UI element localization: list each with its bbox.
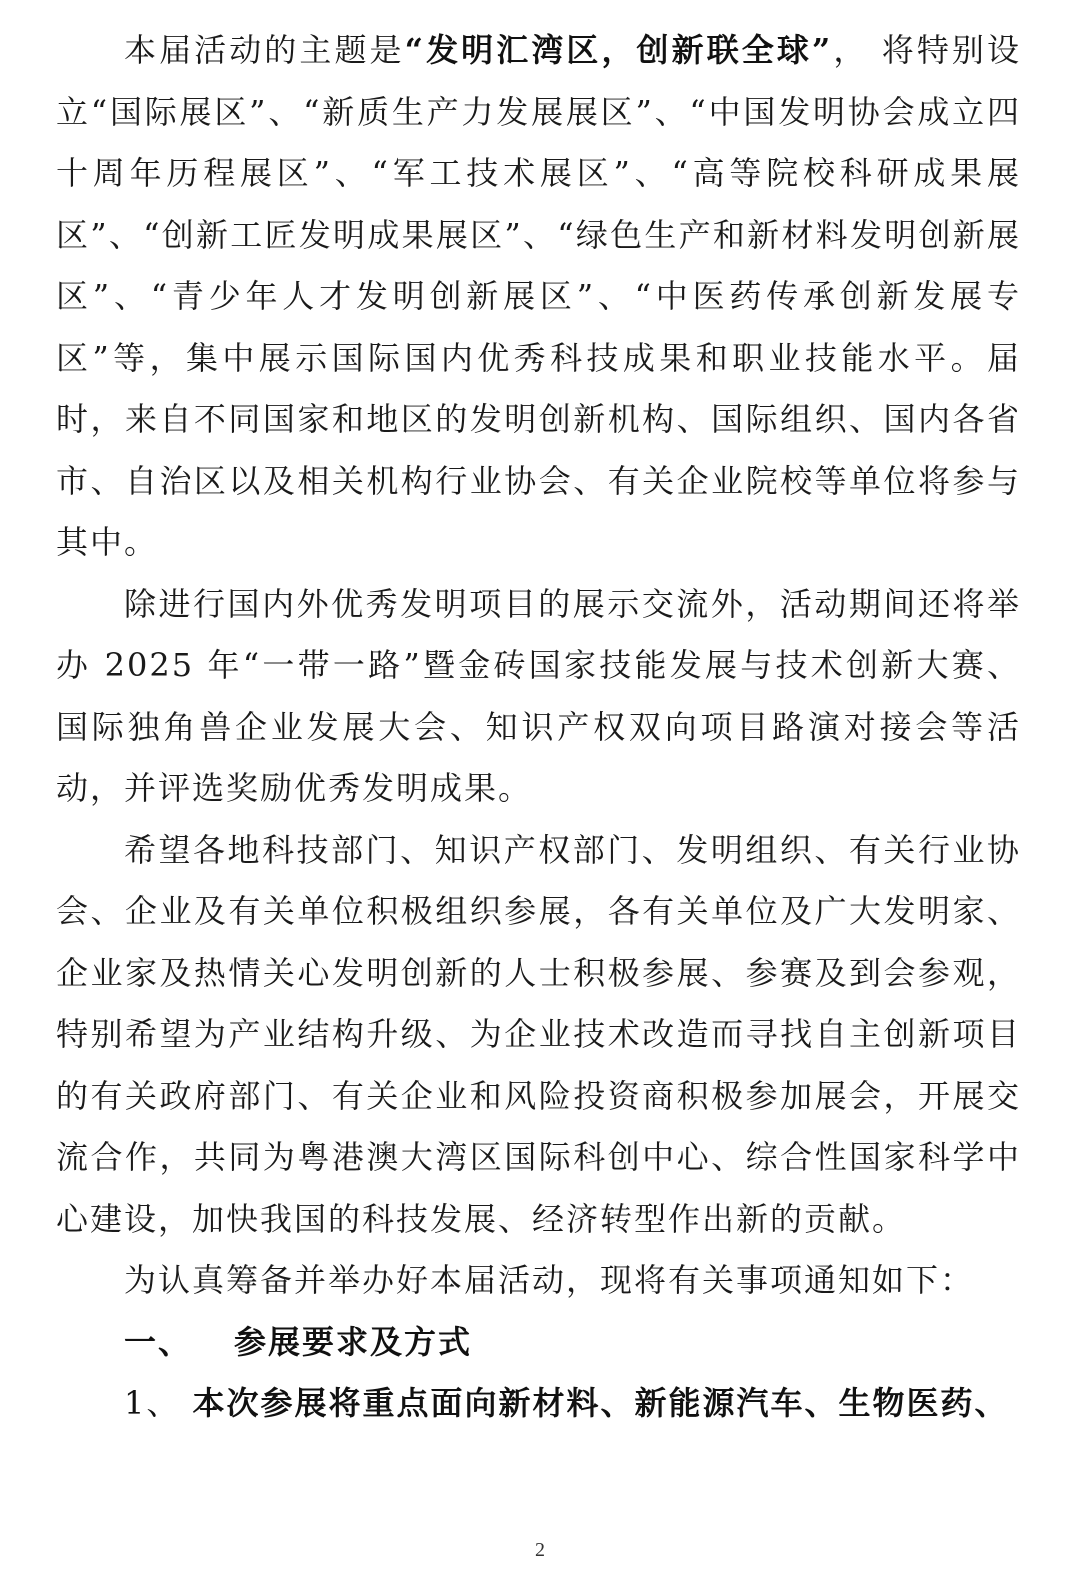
list-item-number: 1、 xyxy=(124,1384,193,1422)
page-number: 2 xyxy=(535,1539,545,1561)
paragraph-notice: 为认真筹备并举办好本届活动，现将有关事项通知如下： xyxy=(124,1261,975,1299)
section-number: 一、 xyxy=(124,1322,193,1361)
theme-exhibition-zones-text: ， 将特别设立“国际展区”、“新质生产力发展展区”、“中国发明协会成立四十周年历程展区”、“军工技术展区”、“高等院校科研成果展区”、“创新工匠发明成果展区”、“绿色生产和新材料发明创新展区”、“青少年人才发明创新展区”、“中医药传承创新发展专区”等，集中展示国际国内优秀科技成果和职业技能水平。届时，来自不同国家和地区的发明创新机构、国际组织、国内各省市、自治区以及相关机构行业协会、有关企业院校等单位将参与其中。 xyxy=(56,31,1021,561)
list-item-1 xyxy=(56,1373,1021,1435)
paragraph-activities: 除进行国内外优秀发明项目的展示交流外，活动期间还将举办 2025 年“一带一路”暨金砖国家技能发展与技术创新大赛、国际独角兽企业发展大会、知识产权双向项目路演对接会等活动，并评选奖励优秀发明成果。 xyxy=(56,584,1021,807)
section-heading-1 xyxy=(56,1312,1021,1374)
section-title: 参展要求及方式 xyxy=(234,1322,473,1361)
theme-title: “发明汇湾区，创新联全球” xyxy=(404,31,833,69)
document-body xyxy=(56,20,1021,1435)
paragraph-theme xyxy=(56,20,1021,574)
list-item-text: 本次参展将重点面向新材料、新能源汽车、生物医药、 xyxy=(192,1384,1009,1422)
theme-intro-text: 本届活动的主题是 xyxy=(124,31,405,69)
paragraph-invitation: 希望各地科技部门、知识产权部门、发明组织、有关行业协会、企业及有关单位积极组织参展，各有关单位及广大发明家、企业家及热情关心发明创新的人士积极参展、参赛及到会参观，特别希望为产业结构升级、为企业技术改造而寻找自主创新项目的有关政府部门、有关企业和风险投资商积极参加展会，开展交流合作，共同为粤港澳大湾区国际科创中心、综合性国家科学中心建设，加快我国的科技发展、经济转型作出新的贡献。 xyxy=(56,830,1021,1238)
